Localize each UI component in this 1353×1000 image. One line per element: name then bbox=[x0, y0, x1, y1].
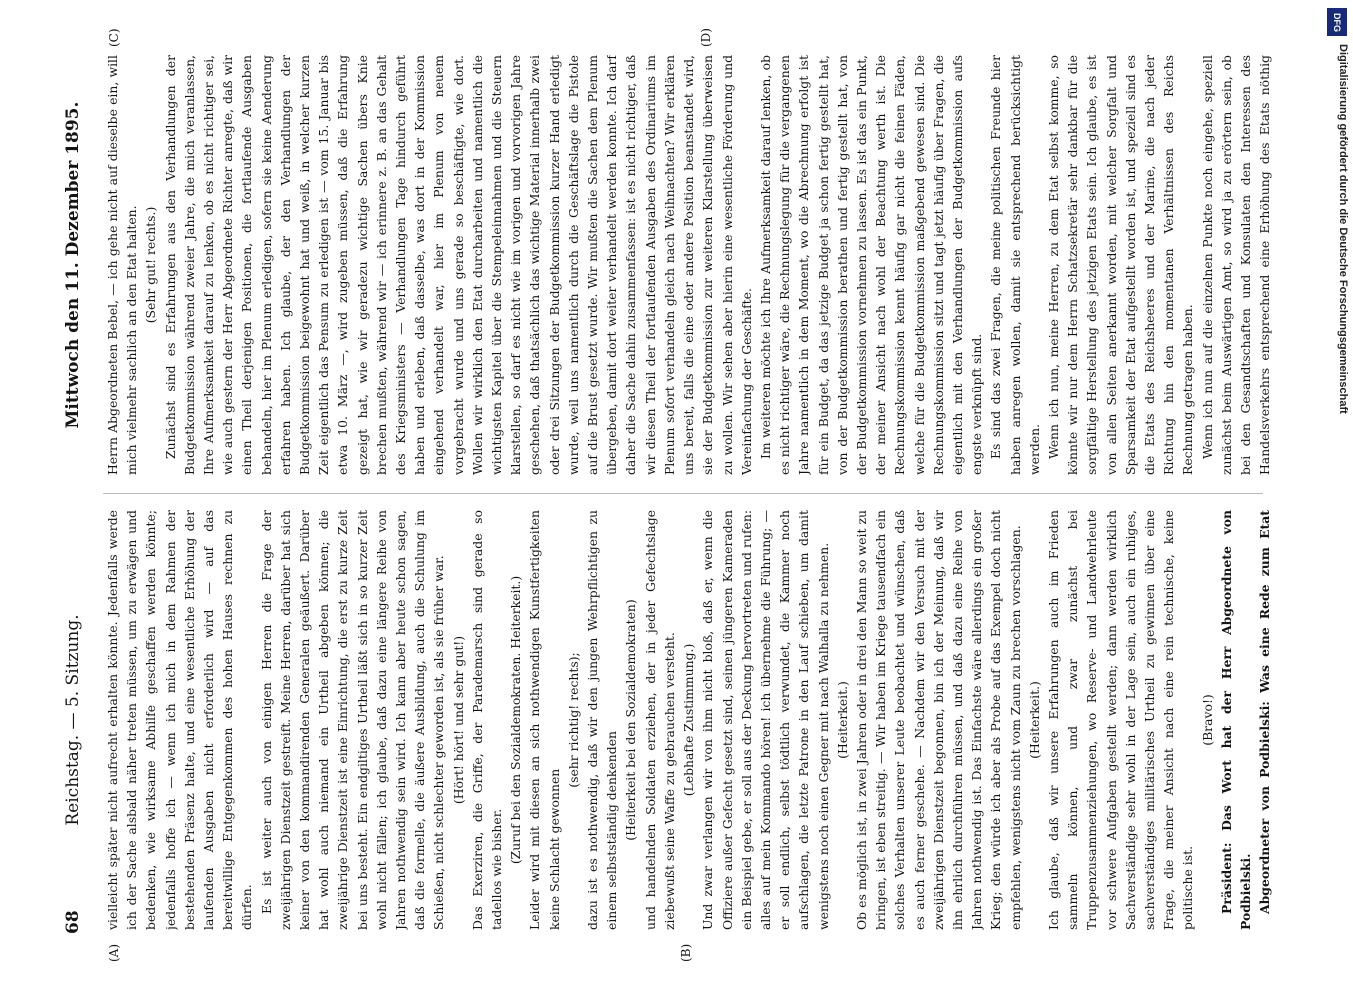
margin-letter-b: (B) bbox=[679, 943, 693, 962]
printed-page bbox=[59, 28, 1274, 962]
paragraph: Wenn ich nun auf die einzelnen Punkte noch eingehe, speziell zunächst beim Auswärtigen Amt, so wird ja zu erörtern sein, ob bei den Gesandtschaften und Konsulaten den Interessen des Handelsverkehrs entsprechend eine Erhöhung des Etats nöthig bbox=[1199, 55, 1273, 475]
interjection: (Zuruf bei den Sozialdemokraten. Heiterkeit.) bbox=[508, 575, 524, 865]
running-header bbox=[59, 50, 89, 940]
paragraph: und handelnden Soldaten erziehen, der in jeder Gefechtslage ziebewußt seine Waffe zu gebrauchen versteht. bbox=[642, 510, 677, 930]
interjection: (Bravo!) bbox=[1199, 694, 1215, 746]
right-text-column bbox=[103, 55, 1273, 475]
interjection: (Hört! hört! und sehr gut!) bbox=[450, 635, 466, 805]
paragraph: Das Exerziren, die Griffe, der Parademarsch sind gerade so tadellos wie bisher. bbox=[469, 510, 505, 930]
paragraph: Wenn ich nun, meine Herren, zu dem Etat selbst komme, so könnte wir nur dem Herrn Schatzsekretär sehr dankbar für die sorgfältige Herstellung des jetzigen Etats sein. Ich glaube, es ist von allen Seiten anerkannt worden, mit welcher Sorgfalt und Sparsamkeit der Etat aufgestellt worden ist, und speziell sind es die Etats des Reichsheeres und der Marine, die nach jeder Richtung hin den momentanen Verhältnissen des Reichs Rechnung getragen haben. bbox=[1045, 55, 1196, 475]
column-divider bbox=[103, 493, 1263, 494]
paragraph: Herrn Abgeordneten Bebel, — ich gehe nicht auf dieselbe ein, will mich vielmehr sachlich an den Etat halten. bbox=[105, 55, 140, 475]
speaker-paragraph: Präsident: Das Wort hat der Herr Abgeordnete von Podbielski. bbox=[1218, 510, 1253, 930]
interjection: (Lebhafte Zustimmung.) bbox=[681, 643, 697, 797]
paragraph: dazu ist es nothwendig, daß wir den jungen Wehrpflichtigen zu einem selbstständig denkenden bbox=[585, 510, 620, 930]
digitization-credit: Digitalisierung gefördert durch die Deutsche Forschungsgemeinschaft bbox=[1337, 44, 1349, 414]
left-text-column bbox=[103, 510, 1273, 930]
session-date: Mittwoch den 11. Dezember 1895. bbox=[63, 101, 83, 429]
paragraph: Im weiteren möchte ich Ihre Aufmerksamkeit darauf lenken, ob es nicht richtiger wäre, die Rechnungslegung für die vergangenen Jahre namentlich in dem Moment, wo die Abrechnung erfolgt ist für ein Budget, da das jetzige Budget ja schon fertig gestellt hat, von der Budgetkommission berathen und fertig gestellt hat, von der Budgetkommission vornehmen zu lassen. Es ist das ein Punkt, der meiner Ansicht nach wohl der Beachtung werth ist. Die Rechnungskommission kennt häufig gar nicht die feinen Fäden, welche für die Budgetkommission maßgebend gewesen sind. Die Rechnungskommission sitzt und tagt jetzt häufig über Fragen, die eigentlich mit den Verhandlungen der Budgetkommission aufs engste verknüpft sind. bbox=[757, 55, 985, 475]
paragraph: Es sind das zwei Fragen, die meine politischen Freunde hier haben anregen wollen, damit sie entsprechend berücksichtigt werden. bbox=[988, 55, 1042, 475]
margin-letter-d: (D) bbox=[699, 28, 713, 47]
paragraph: vielleicht später nicht aufrecht erhalten könnte. Jedenfalls werde ich der Sache alsbald näher treten müssen, um zu erwägen und bedenken, wie wirksame Abhilfe geschaffen werden könnte; jedenfalls hoffe ich — wenn ich mich in dem Rahmen der bestehenden Präsenz halte, und eine wesentliche Erhöhung der laufenden Ausgaben nicht erforderlich wird — auf das bereitwillige Entgegenkommen des hohen Hauses rechnen zu dürfen. bbox=[105, 510, 255, 930]
margin-letter-a: (A) bbox=[107, 943, 121, 962]
paragraph: Leider wird mit diesen an sich nothwendigen Kunstfertigkeiten keine Schlacht gewonnen bbox=[527, 510, 562, 930]
session-title: Reichstag. — 5. Sitzung. bbox=[63, 614, 83, 826]
speaker-paragraph: Abgeordneter von Podbielski: Was eine Rede zum Etat bbox=[1257, 510, 1273, 914]
interjection: (Sehr gut! rechts.) bbox=[143, 206, 159, 324]
margin-letter-c: (C) bbox=[107, 28, 121, 47]
digitization-note bbox=[1325, 8, 1349, 992]
paragraph: Ich glaube, daß wir unsere Erfahrungen auch im Frieden sammeln können, und zwar zunächst bei Truppenzusammenziehungen, wo Reserve- und Landwehrleute vor schwere Aufgaben gestellt werden; dann werden wirklich Sachverständige sehr wohl in der Lage sein, auch ein ruhiges, sachverständiges militärisches Urtheil zu gewinnen über eine Frage, die meiner Ansicht nach eine rein technische, keine politische ist. bbox=[1045, 510, 1196, 930]
dfg-logo: DFG bbox=[1327, 8, 1347, 36]
interjection: (Heiterkeit.) bbox=[834, 681, 850, 759]
page-number: 68 bbox=[63, 910, 83, 934]
interjection: (sehr richtig! rechts); bbox=[565, 652, 581, 788]
paragraph: Es ist weiter auch von einigen Herren die Frage der zweijährigen Dienstzeit gestreift. Meine Herren, darüber hat sich keiner von den kommandirenden Generalen geäußert. Darüber hat wohl auch niemand ein Urtheil abgeben können; die zweijährige Dienstzeit ist eine Einrichtung, die erst zu kurze Zeit bei uns besteht. Ein endgiltiges Urtheil läßt sich in so kurzer Zeit wohl nicht fällen; ich glaube, daß dazu eine längere Reihe von Jahren nothwendig sein wird. Ich kann aber heute schon sagen, daß die formelle, die äußere Ausbildung, auch die Schulung im Schießen, nicht schlechter geworden ist, als sie früher war. bbox=[258, 510, 447, 930]
paragraph: Ob es möglich ist, in zwei Jahren oder in drei den Mann so weit zu bringen, ist eben streitig. — Wir haben im Kriege tausendfach ein solches Verhalten unserer Leute beobachtet und wünschen, daß es auch ferner geschehe. — Nachdem wir den Versuch mit der zweijährigen Dienstzeit begonnen, bin ich der Meinung, daß wir ihn ehrlich durchführen müssen, und daß dazu eine Reihe von Jahren nothwendig ist. Das Einfachste wäre allerdings ein großer Krieg; den würde ich aber als Probe auf das Exempel doch nicht empfehlen, wenigstens nicht vom Zaun zu brechen vorschlagen. bbox=[853, 510, 1023, 930]
interjection: (Heiterkeit.) bbox=[1026, 681, 1042, 759]
paragraph: Zunächst sind es Erfahrungen aus den Verhandlungen der Budgetkommission während zweier Jahre, die mich veranlassen, Ihre Aufmerksamkeit darauf zu lenken, ob es nicht richtiger sei, wie auch gestern der Herr Abgeordnete Richter anregte, daß wir einen Theil derjenigen Positionen, die fortlaufende Ausgaben behandeln, hier im Plenum erledigen, sofern sie keine Aenderung erfahren haben. Ich glaube, der den Verhandlungen der Budgetkommission beigewohnt hat und weiß, in welcher kurzen Zeit eigentlich das Pensum zu erledigen ist — vom 15. Januar bis etwa 10. März —, wird zugeben müssen, daß die Erfahrung gezeigt hat, wie wir geradezu wichtige Sachen übers Knie brechen mußten, während wir — ich erinnere z. B. an das Gehalt des Kriegsministers — Verhandlungen Tage hindurch geführt haben und erleben, daß dasselbe, was dort in der Kommission eingehend verhandelt war, hier im Plenum von neuem vorgebracht wurde und uns gerade so beschäftigte, wie dort. Wollen wir wirklich den Etat durcharbeiten und namentlich die wichtigsten Kapitel über die Stempeleinnahmen und die Steuern klarstellen, so darf es nicht wie im vorigen und vorvorigen Jahre geschehen, daß thatsächlich das wichtige Material innerhalb zwei oder drei Sitzungen der Budgetkommission kurzer Hand erledigt wurde, weil uns namentlich durch die Geschäftslage die Pistole auf die Brust gesetzt wurde. Wir mußten die Sachen dem Plenum übergeben, damit dort weiter verhandelt werden konnte. Ich darf daher die Sache dahin zusammenfassen: ist es nicht richtiger, daß wir diesen Theil der fortlaufenden Ausgaben des Ordinariums im Plenum sofort verhandeln gleich nach Weihnachten? Wir erklären uns bereit, falls die eine oder andere Position beanstandet wird, sie der Budgetkommission zur weiteren Klarstellung überweisen zu wollen. Wir sehen aber hierin eine wesentliche Förderung und Vereinfachung der Geschäfte. bbox=[162, 55, 754, 475]
paragraph: Und zwar verlangen wir von ihm nicht bloß, daß er, wenn die Offiziere außer Gefecht gesetzt sind, seinen jüngeren Kameraden ein Beispiel gebe, er soll aus der Deckung hervortreten und rufen: alles auf mein Kommando hören! ich übernehme die Führung; — er soll endlich, selbst tödtlich verwundet, die Kammer noch aufschlagen, die letzte Patrone in den Lauf schieben, um damit wenigstens noch einen Gegner mit nach Walhalla zu nehmen. bbox=[700, 510, 831, 930]
interjection: (Heiterkeit bei den Sozialdemokraten) bbox=[623, 599, 639, 841]
